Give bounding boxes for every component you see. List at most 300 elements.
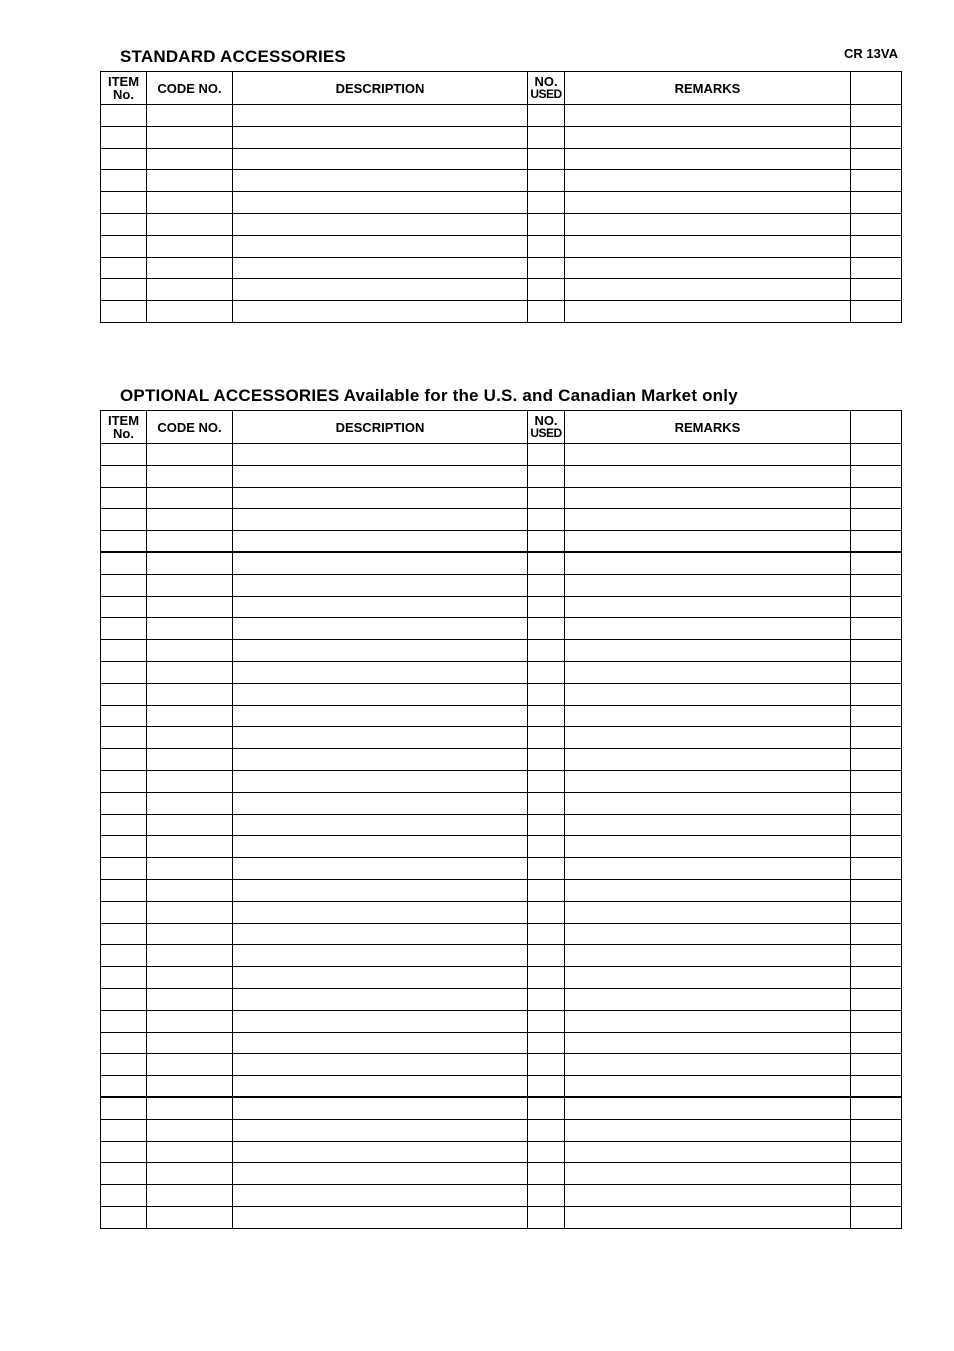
cell-code-no — [147, 1097, 233, 1119]
cell-extra — [851, 192, 902, 214]
cell-item-no — [101, 749, 147, 771]
table-row — [101, 574, 902, 596]
cell-no-used — [528, 596, 565, 618]
cell-description — [233, 727, 528, 749]
cell-extra — [851, 126, 902, 148]
cell-extra — [851, 1054, 902, 1076]
cell-description — [233, 1119, 528, 1141]
table-row — [101, 705, 902, 727]
table-row — [101, 1163, 902, 1185]
cell-description — [233, 879, 528, 901]
cell-code-no — [147, 257, 233, 279]
column-header-item-no: ITEM No. — [101, 411, 147, 444]
cell-no-used — [528, 301, 565, 323]
cell-item-no — [101, 192, 147, 214]
cell-extra — [851, 727, 902, 749]
cell-item-no — [101, 640, 147, 662]
table-row — [101, 509, 902, 531]
cell-remarks — [565, 661, 851, 683]
cell-description — [233, 126, 528, 148]
cell-no-used — [528, 213, 565, 235]
cell-code-no — [147, 749, 233, 771]
cell-extra — [851, 487, 902, 509]
cell-item-no — [101, 1097, 147, 1119]
cell-remarks — [565, 279, 851, 301]
cell-item-no — [101, 509, 147, 531]
column-header-item-no: ITEM No. — [101, 72, 147, 105]
cell-remarks — [565, 235, 851, 257]
cell-remarks — [565, 213, 851, 235]
table-row — [101, 683, 902, 705]
cell-no-used — [528, 923, 565, 945]
cell-code-no — [147, 727, 233, 749]
cell-extra — [851, 235, 902, 257]
cell-code-no — [147, 1185, 233, 1207]
cell-extra — [851, 1097, 902, 1119]
cell-remarks — [565, 126, 851, 148]
cell-extra — [851, 148, 902, 170]
cell-code-no — [147, 683, 233, 705]
cell-remarks — [565, 574, 851, 596]
table-row — [101, 170, 902, 192]
cell-extra — [851, 967, 902, 989]
table-row — [101, 257, 902, 279]
cell-no-used — [528, 683, 565, 705]
table-row — [101, 279, 902, 301]
cell-code-no — [147, 705, 233, 727]
cell-item-no — [101, 170, 147, 192]
cell-no-used — [528, 1076, 565, 1098]
cell-item-no — [101, 923, 147, 945]
cell-description — [233, 1185, 528, 1207]
cell-no-used — [528, 574, 565, 596]
cell-description — [233, 170, 528, 192]
cell-extra — [851, 1076, 902, 1098]
cell-code-no — [147, 1141, 233, 1163]
cell-no-used — [528, 465, 565, 487]
cell-extra — [851, 923, 902, 945]
cell-description — [233, 257, 528, 279]
table-row — [101, 444, 902, 466]
cell-description — [233, 1054, 528, 1076]
cell-item-no — [101, 552, 147, 574]
cell-no-used — [528, 770, 565, 792]
cell-code-no — [147, 967, 233, 989]
cell-remarks — [565, 749, 851, 771]
table-row — [101, 531, 902, 553]
cell-item-no — [101, 465, 147, 487]
table-row — [101, 596, 902, 618]
cell-remarks — [565, 465, 851, 487]
table-row — [101, 235, 902, 257]
cell-code-no — [147, 858, 233, 880]
cell-no-used — [528, 988, 565, 1010]
cell-no-used — [528, 945, 565, 967]
cell-extra — [851, 836, 902, 858]
cell-no-used — [528, 901, 565, 923]
cell-code-no — [147, 923, 233, 945]
cell-extra — [851, 901, 902, 923]
table-row — [101, 640, 902, 662]
cell-remarks — [565, 1032, 851, 1054]
cell-no-used — [528, 192, 565, 214]
cell-extra — [851, 945, 902, 967]
cell-item-no — [101, 1163, 147, 1185]
cell-description — [233, 770, 528, 792]
cell-description — [233, 967, 528, 989]
model-code: CR 13VA — [844, 46, 898, 61]
standard-accessories-table — [100, 71, 902, 323]
cell-item-no — [101, 879, 147, 901]
cell-description — [233, 596, 528, 618]
cell-extra — [851, 301, 902, 323]
cell-description — [233, 531, 528, 553]
table-row — [101, 213, 902, 235]
cell-remarks — [565, 1076, 851, 1098]
cell-description — [233, 148, 528, 170]
cell-description — [233, 661, 528, 683]
cell-extra — [851, 1185, 902, 1207]
cell-code-no — [147, 1032, 233, 1054]
cell-extra — [851, 858, 902, 880]
cell-code-no — [147, 105, 233, 127]
column-header-remarks: REMARKS — [565, 72, 851, 105]
cell-code-no — [147, 279, 233, 301]
cell-code-no — [147, 531, 233, 553]
cell-item-no — [101, 596, 147, 618]
cell-remarks — [565, 618, 851, 640]
cell-no-used — [528, 235, 565, 257]
table-row — [101, 770, 902, 792]
cell-remarks — [565, 988, 851, 1010]
cell-item-no — [101, 618, 147, 640]
cell-code-no — [147, 465, 233, 487]
cell-extra — [851, 279, 902, 301]
cell-description — [233, 901, 528, 923]
cell-code-no — [147, 618, 233, 640]
cell-no-used — [528, 105, 565, 127]
cell-remarks — [565, 148, 851, 170]
cell-description — [233, 683, 528, 705]
cell-remarks — [565, 1206, 851, 1228]
table-row — [101, 1076, 902, 1098]
cell-description — [233, 1163, 528, 1185]
cell-description — [233, 105, 528, 127]
cell-extra — [851, 213, 902, 235]
cell-remarks — [565, 1054, 851, 1076]
cell-description — [233, 792, 528, 814]
optional-accessories-rows — [101, 444, 902, 1229]
optional-accessories-table — [100, 410, 902, 1229]
table-row — [101, 879, 902, 901]
cell-extra — [851, 531, 902, 553]
cell-code-no — [147, 596, 233, 618]
cell-remarks — [565, 683, 851, 705]
cell-code-no — [147, 879, 233, 901]
cell-remarks — [565, 836, 851, 858]
table-row — [101, 1119, 902, 1141]
cell-code-no — [147, 148, 233, 170]
table-row — [101, 192, 902, 214]
column-header-extra — [851, 72, 902, 105]
cell-remarks — [565, 705, 851, 727]
cell-description — [233, 749, 528, 771]
standard-accessories-title: STANDARD ACCESSORIES — [120, 47, 346, 66]
cell-description — [233, 1076, 528, 1098]
cell-item-no — [101, 1054, 147, 1076]
cell-extra — [851, 257, 902, 279]
column-header-description: DESCRIPTION — [233, 411, 528, 444]
cell-no-used — [528, 661, 565, 683]
cell-item-no — [101, 301, 147, 323]
cell-item-no — [101, 487, 147, 509]
cell-no-used — [528, 1185, 565, 1207]
cell-extra — [851, 683, 902, 705]
table-row — [101, 792, 902, 814]
cell-code-no — [147, 213, 233, 235]
cell-code-no — [147, 444, 233, 466]
cell-item-no — [101, 279, 147, 301]
cell-item-no — [101, 531, 147, 553]
cell-no-used — [528, 836, 565, 858]
cell-item-no — [101, 444, 147, 466]
table-row — [101, 727, 902, 749]
cell-no-used — [528, 148, 565, 170]
table-row — [101, 923, 902, 945]
cell-item-no — [101, 1032, 147, 1054]
cell-item-no — [101, 213, 147, 235]
cell-description — [233, 279, 528, 301]
cell-description — [233, 1097, 528, 1119]
cell-remarks — [565, 1119, 851, 1141]
cell-code-no — [147, 1163, 233, 1185]
column-header-no-used: NO. USED — [528, 72, 565, 105]
cell-code-no — [147, 509, 233, 531]
cell-description — [233, 640, 528, 662]
cell-code-no — [147, 661, 233, 683]
cell-code-no — [147, 1206, 233, 1228]
cell-code-no — [147, 1119, 233, 1141]
cell-no-used — [528, 814, 565, 836]
cell-remarks — [565, 552, 851, 574]
cell-extra — [851, 170, 902, 192]
cell-item-no — [101, 945, 147, 967]
cell-no-used — [528, 705, 565, 727]
table-row — [101, 858, 902, 880]
cell-extra — [851, 1206, 902, 1228]
cell-extra — [851, 1032, 902, 1054]
cell-no-used — [528, 487, 565, 509]
cell-extra — [851, 618, 902, 640]
cell-code-no — [147, 770, 233, 792]
cell-extra — [851, 661, 902, 683]
cell-extra — [851, 814, 902, 836]
cell-no-used — [528, 1206, 565, 1228]
cell-description — [233, 465, 528, 487]
cell-code-no — [147, 792, 233, 814]
cell-code-no — [147, 1076, 233, 1098]
cell-remarks — [565, 858, 851, 880]
table-row — [101, 552, 902, 574]
cell-item-no — [101, 148, 147, 170]
cell-item-no — [101, 1119, 147, 1141]
cell-remarks — [565, 967, 851, 989]
cell-description — [233, 574, 528, 596]
table-row — [101, 465, 902, 487]
cell-code-no — [147, 640, 233, 662]
cell-code-no — [147, 126, 233, 148]
cell-no-used — [528, 257, 565, 279]
table-row — [101, 661, 902, 683]
cell-remarks — [565, 923, 851, 945]
table-row — [101, 1054, 902, 1076]
cell-no-used — [528, 1097, 565, 1119]
table-row — [101, 1032, 902, 1054]
cell-extra — [851, 749, 902, 771]
cell-description — [233, 814, 528, 836]
table-row — [101, 1206, 902, 1228]
cell-remarks — [565, 105, 851, 127]
cell-item-no — [101, 1185, 147, 1207]
cell-item-no — [101, 574, 147, 596]
table-row — [101, 487, 902, 509]
cell-remarks — [565, 531, 851, 553]
cell-remarks — [565, 444, 851, 466]
cell-extra — [851, 105, 902, 127]
cell-extra — [851, 1119, 902, 1141]
cell-extra — [851, 574, 902, 596]
cell-extra — [851, 1010, 902, 1032]
cell-no-used — [528, 749, 565, 771]
cell-extra — [851, 705, 902, 727]
table-row — [101, 945, 902, 967]
table-row — [101, 988, 902, 1010]
table-row — [101, 618, 902, 640]
cell-remarks — [565, 509, 851, 531]
cell-description — [233, 213, 528, 235]
cell-no-used — [528, 279, 565, 301]
cell-no-used — [528, 858, 565, 880]
cell-code-no — [147, 901, 233, 923]
table-row — [101, 1097, 902, 1119]
cell-remarks — [565, 792, 851, 814]
cell-item-no — [101, 727, 147, 749]
column-header-description: DESCRIPTION — [233, 72, 528, 105]
cell-code-no — [147, 301, 233, 323]
cell-remarks — [565, 487, 851, 509]
cell-no-used — [528, 1054, 565, 1076]
table-row — [101, 301, 902, 323]
cell-description — [233, 1141, 528, 1163]
optional-accessories-title: OPTIONAL ACCESSORIES Available for the U.S. and Canadian Market only — [120, 386, 738, 405]
cell-item-no — [101, 792, 147, 814]
cell-description — [233, 836, 528, 858]
cell-description — [233, 235, 528, 257]
cell-no-used — [528, 1010, 565, 1032]
cell-remarks — [565, 814, 851, 836]
cell-item-no — [101, 661, 147, 683]
cell-extra — [851, 552, 902, 574]
cell-remarks — [565, 257, 851, 279]
cell-remarks — [565, 1185, 851, 1207]
cell-description — [233, 1206, 528, 1228]
cell-item-no — [101, 1076, 147, 1098]
table-row — [101, 126, 902, 148]
cell-no-used — [528, 552, 565, 574]
cell-remarks — [565, 727, 851, 749]
cell-extra — [851, 792, 902, 814]
table-header-row — [101, 72, 902, 105]
cell-code-no — [147, 814, 233, 836]
cell-description — [233, 988, 528, 1010]
column-header-remarks: REMARKS — [565, 411, 851, 444]
cell-extra — [851, 1141, 902, 1163]
cell-code-no — [147, 1054, 233, 1076]
cell-extra — [851, 879, 902, 901]
cell-code-no — [147, 836, 233, 858]
cell-item-no — [101, 988, 147, 1010]
cell-description — [233, 509, 528, 531]
cell-no-used — [528, 444, 565, 466]
cell-description — [233, 1010, 528, 1032]
cell-remarks — [565, 640, 851, 662]
cell-item-no — [101, 814, 147, 836]
cell-extra — [851, 444, 902, 466]
cell-no-used — [528, 126, 565, 148]
cell-item-no — [101, 1206, 147, 1228]
cell-extra — [851, 509, 902, 531]
table-row — [101, 967, 902, 989]
table-row — [101, 1185, 902, 1207]
cell-item-no — [101, 901, 147, 923]
cell-description — [233, 618, 528, 640]
cell-no-used — [528, 879, 565, 901]
cell-code-no — [147, 1010, 233, 1032]
cell-description — [233, 552, 528, 574]
table-row — [101, 901, 902, 923]
cell-item-no — [101, 257, 147, 279]
table-row — [101, 148, 902, 170]
cell-no-used — [528, 1032, 565, 1054]
cell-remarks — [565, 170, 851, 192]
cell-no-used — [528, 509, 565, 531]
cell-item-no — [101, 836, 147, 858]
cell-code-no — [147, 574, 233, 596]
standard-accessories-rows — [101, 105, 902, 323]
cell-item-no — [101, 105, 147, 127]
cell-extra — [851, 1163, 902, 1185]
table-row — [101, 814, 902, 836]
cell-code-no — [147, 170, 233, 192]
cell-item-no — [101, 1010, 147, 1032]
table-row — [101, 105, 902, 127]
cell-description — [233, 1032, 528, 1054]
table-row — [101, 749, 902, 771]
cell-item-no — [101, 1141, 147, 1163]
cell-item-no — [101, 967, 147, 989]
cell-remarks — [565, 596, 851, 618]
cell-remarks — [565, 1097, 851, 1119]
cell-description — [233, 192, 528, 214]
column-header-no-used: NO. USED — [528, 411, 565, 444]
cell-extra — [851, 640, 902, 662]
cell-no-used — [528, 727, 565, 749]
cell-extra — [851, 596, 902, 618]
cell-code-no — [147, 192, 233, 214]
cell-item-no — [101, 235, 147, 257]
table-header-row — [101, 411, 902, 444]
cell-no-used — [528, 640, 565, 662]
